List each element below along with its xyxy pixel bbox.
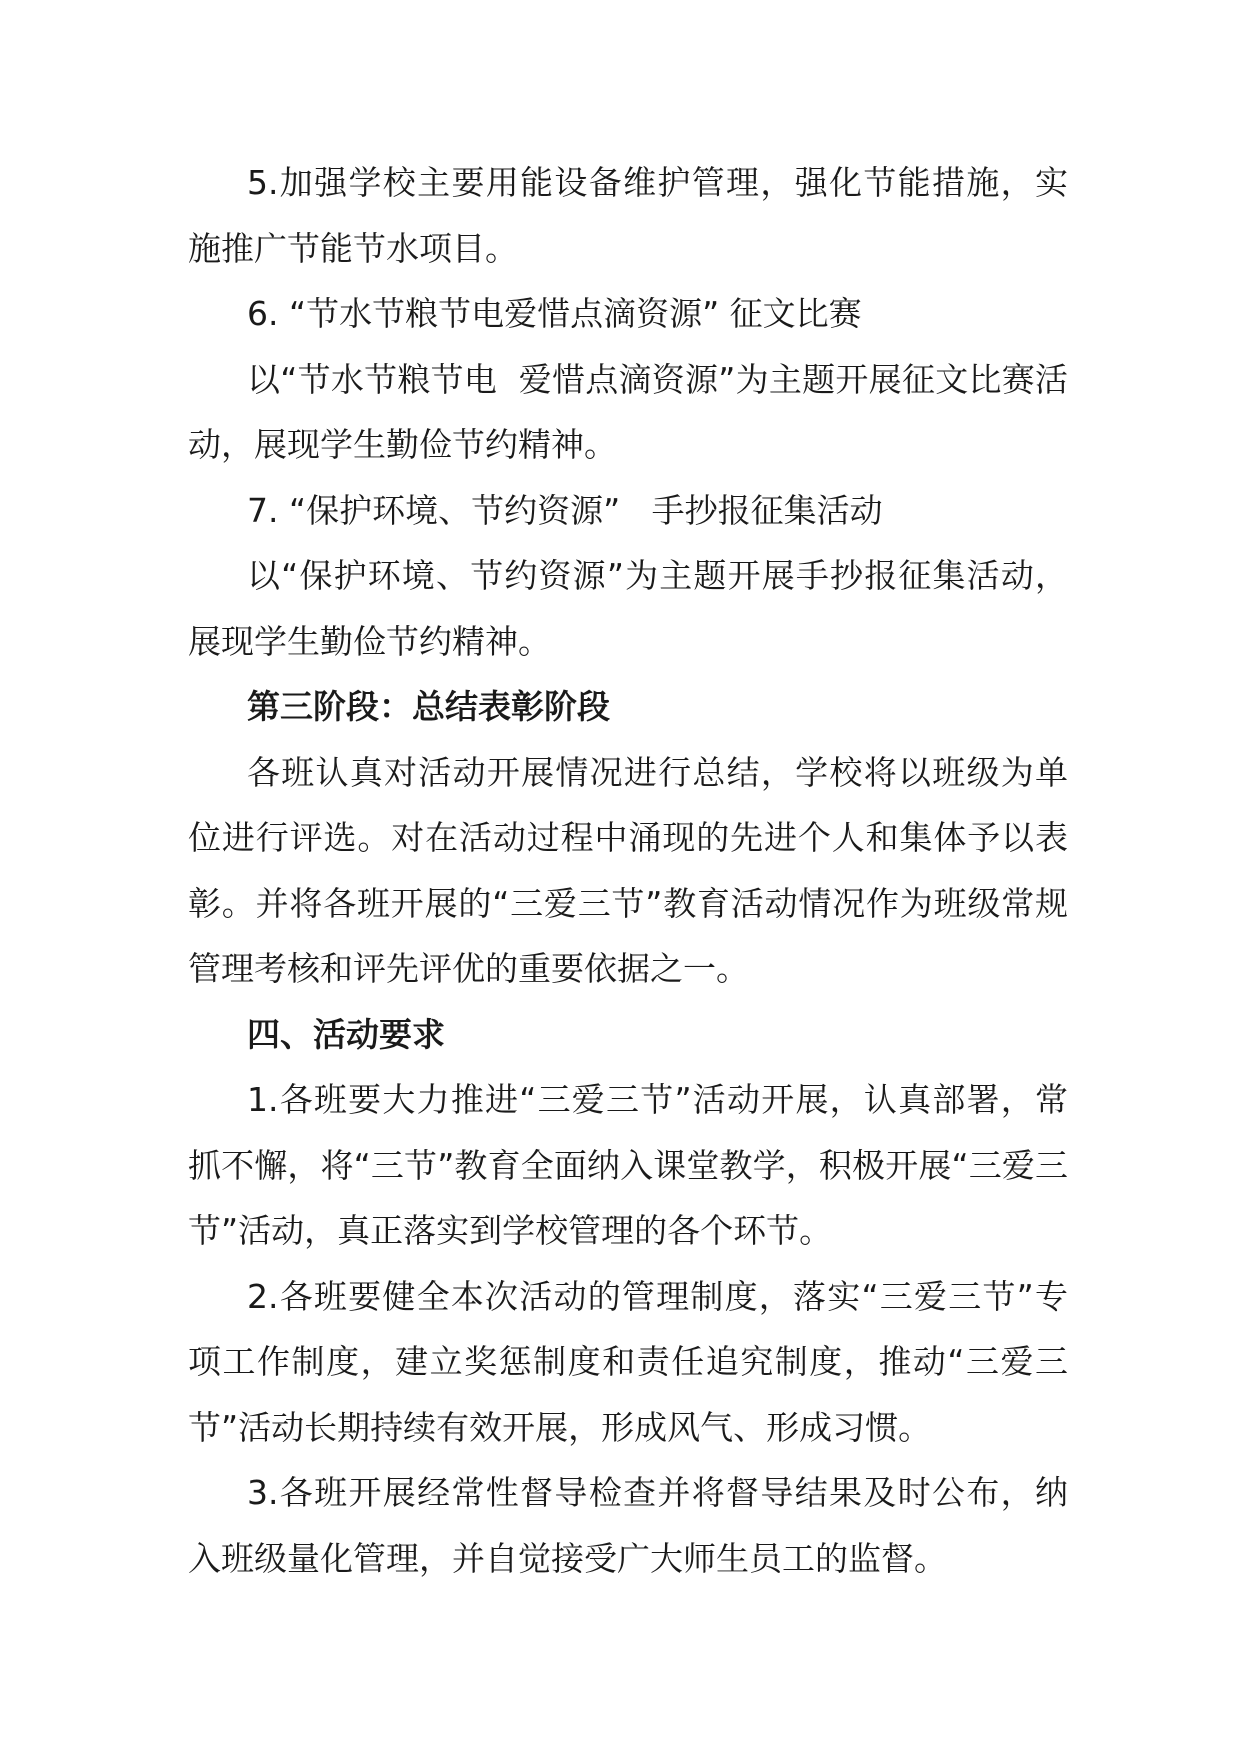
paragraph-item-6-body: 以“节水节粮节电 爱惜点滴资源”为主题开展征文比赛活动，展现学生勤俭节约精神。: [188, 359, 1068, 464]
document-body: [188, 150, 1068, 1591]
stage-three-body: 各班认真对活动开展情况进行总结，学校将以班级为单位进行评选。对在活动过程中涌现的先进个人和集体予以表彰。并将各班开展的“三爱三节”教育活动情况作为班级常规管理考核和评先评优的重要依据之一。: [188, 752, 1068, 988]
paragraph-item-5-energy: 5.加强学校主要用能设备维护管理，强化节能措施，实施推广节能节水项目。: [188, 163, 1068, 268]
requirement-2: 2.各班要健全本次活动的管理制度，落实“三爱三节”专项工作制度，建立奖惩制度和责任追究制度，推动“三爱三节”活动长期持续有效开展，形成风气、形成习惯。: [188, 1276, 1068, 1447]
paragraph-item-7-body: 以“保护环境、节约资源”为主题开展手抄报征集活动，展现学生勤俭节约精神。: [188, 556, 1068, 661]
requirement-1: 1.各班要大力推进“三爱三节”活动开展，认真部署，常抓不懈，将“三节”教育全面纳入课堂教学，积极开展“三爱三节”活动，真正落实到学校管理的各个环节。: [188, 1080, 1068, 1250]
stage-three-heading: 第三阶段：总结表彰阶段: [247, 687, 610, 726]
paragraph-item-6-heading: 6. “节水节粮节电爱惜点滴资源” 征文比赛: [247, 294, 862, 333]
section-four-heading: 四、活动要求: [247, 1014, 445, 1054]
paragraph-item-7-heading: 7. “保护环境、节约资源” 手抄报征集活动: [247, 490, 883, 530]
requirement-3: 3.各班开展经常性督导检查并将督导结果及时公布，纳入班级量化管理，并自觉接受广大师生员工的监督。: [188, 1473, 1068, 1578]
